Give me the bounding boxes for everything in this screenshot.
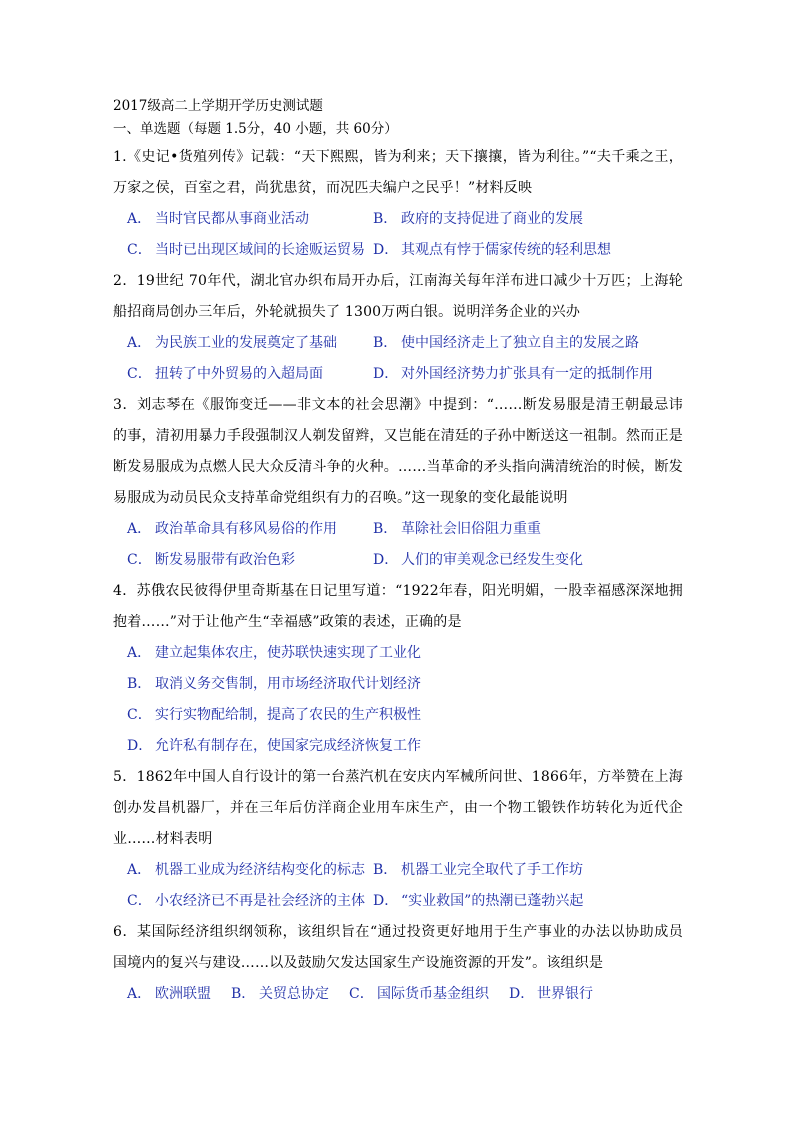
question-2 — [113, 266, 683, 390]
option-d[interactable] — [127, 731, 421, 762]
option-a[interactable] — [127, 204, 373, 235]
option-text: 当时官民都从事商业活动 — [155, 211, 309, 227]
option-text: 小农经济已不再是社会经济的主体 — [155, 893, 365, 909]
option-letter: D． — [373, 366, 399, 382]
option-letter: B． — [373, 211, 398, 227]
option-letter: A． — [127, 521, 152, 537]
option-text: 对外国经济势力扩张具有一定的抵制作用 — [401, 366, 653, 382]
option-letter: C． — [127, 242, 152, 258]
exam-page — [113, 96, 683, 1010]
option-a[interactable] — [127, 638, 421, 669]
option-letter: D． — [373, 242, 399, 258]
option-row — [113, 204, 683, 235]
exam-title: 2017级高二上学期开学历史测试题 — [113, 98, 323, 114]
option-row — [113, 886, 683, 917]
option-d[interactable] — [373, 359, 653, 390]
question-stem: 2．19世纪 70年代，湖北官办织布局开办后，江南海关每年洋布进口减少十万匹；上海轮船招商局创办三年后，外轮就损失了 1300万两白银。说明洋务企业的兴办 — [113, 273, 683, 320]
option-letter: D． — [509, 986, 535, 1002]
option-c[interactable] — [127, 359, 373, 390]
option-text: 人们的审美观念已经发生变化 — [401, 552, 583, 568]
question-stem: 6．某国际经济组织纲领称，该组织旨在“通过投资更好地用于生产事业的办法以协助成员国境内的复兴与建设……以及鼓励欠发达国家生产设施资源的开发”。该组织是 — [113, 924, 683, 971]
option-d[interactable] — [509, 979, 593, 1010]
option-row — [113, 979, 683, 1010]
option-row — [113, 328, 683, 359]
option-a[interactable] — [127, 514, 373, 545]
option-b[interactable] — [373, 328, 639, 359]
option-b[interactable] — [373, 855, 583, 886]
option-text: 为民族工业的发展奠定了基础 — [155, 335, 337, 351]
option-row — [113, 514, 683, 545]
option-text: 机器工业完全取代了手工作坊 — [401, 862, 583, 878]
option-a[interactable] — [127, 979, 211, 1010]
option-letter: A． — [127, 211, 152, 227]
option-letter: A． — [127, 862, 152, 878]
question-4 — [113, 576, 683, 762]
question-stem: 5．1862年中国人自行设计的第一台蒸汽机在安庆内军械所问世、1866年，方举赞在上海创办发昌机器厂，并在三年后仿洋商企业用车床生产，由一个物工锻铁作坊转化为近代企业……材料表明 — [113, 769, 683, 847]
option-letter: D． — [373, 893, 399, 909]
option-row — [113, 700, 683, 731]
option-letter: B． — [373, 521, 398, 537]
question-6 — [113, 917, 683, 1010]
option-text: 关贸总协定 — [259, 986, 329, 1002]
option-letter: D． — [127, 738, 153, 754]
option-b[interactable] — [231, 979, 329, 1010]
section-heading: 一、单选题（每题 1.5分，40 小题，共 60分） — [113, 121, 398, 137]
option-text: 使中国经济走上了独立自主的发展之路 — [401, 335, 639, 351]
option-c[interactable] — [349, 979, 489, 1010]
option-text: 机器工业成为经济结构变化的标志 — [155, 862, 365, 878]
option-letter: C． — [127, 552, 152, 568]
option-text: 取消义务交售制，用市场经济取代计划经济 — [155, 676, 421, 692]
option-text: 政府的支持促进了商业的发展 — [401, 211, 583, 227]
question-stem: 3．刘志琴在《服饰变迁——非文本的社会思潮》中提到：“……断发易服是清王朝最忌讳的事，清初用暴力手段强制汉人剃发留辫，又岂能在清廷的子孙中断送这一祖制。然而正是断发易服成为点燃人民大众反清斗争的火种。……当革命的矛头指向满清统治的时候，断发易服成为动员民众支持革命党组织有力的召唤。”这一现象的变化最能说明 — [113, 397, 683, 506]
option-letter: C． — [127, 893, 152, 909]
option-letter: A． — [127, 986, 152, 1002]
option-text: 政治革命具有移风易俗的作用 — [155, 521, 337, 537]
option-letter: A． — [127, 645, 152, 661]
option-text: 世界银行 — [537, 986, 593, 1002]
option-letter: D． — [373, 552, 399, 568]
option-row — [113, 638, 683, 669]
option-b[interactable] — [373, 204, 583, 235]
question-stem: 4．苏俄农民彼得伊里奇斯基在日记里写道：“1922年春，阳光明媚，一股幸福感深深地拥抱着……”对于让他产生“幸福感”政策的表述，正确的是 — [113, 583, 683, 630]
option-letter: B． — [231, 986, 256, 1002]
option-row — [113, 545, 683, 576]
option-text: 建立起集体农庄，使苏联快速实现了工业化 — [155, 645, 421, 661]
option-letter: B． — [127, 676, 152, 692]
option-c[interactable] — [127, 545, 373, 576]
option-c[interactable] — [127, 886, 373, 917]
option-row — [113, 669, 683, 700]
option-d[interactable] — [373, 886, 583, 917]
option-text: 扭转了中外贸易的入超局面 — [155, 366, 323, 382]
option-letter: A． — [127, 335, 152, 351]
option-c[interactable] — [127, 235, 373, 266]
option-text: 断发易服带有政治色彩 — [155, 552, 295, 568]
option-text: 革除社会旧俗阻力重重 — [401, 521, 541, 537]
option-text: 当时已出现区域间的长途贩运贸易 — [155, 242, 365, 258]
option-b[interactable] — [127, 669, 421, 700]
option-row — [113, 855, 683, 886]
question-stem: 1.《史记•货殖列传》记载：“天下熙熙，皆为利来；天下攘攘，皆为利往。”“夫千乘之王，万家之侯，百室之君，尚犹患贫，而况匹夫编户之民乎！”材料反映 — [113, 149, 683, 196]
question-5 — [113, 762, 683, 917]
option-text: 实行实物配给制，提高了农民的生产积极性 — [155, 707, 421, 723]
option-text: 国际货币基金组织 — [377, 986, 489, 1002]
option-b[interactable] — [373, 514, 541, 545]
option-letter: C． — [349, 986, 374, 1002]
option-text: 允许私有制存在，使国家完成经济恢复工作 — [155, 738, 421, 754]
option-row — [113, 359, 683, 390]
option-a[interactable] — [127, 855, 373, 886]
question-3 — [113, 390, 683, 576]
option-row — [113, 731, 683, 762]
option-c[interactable] — [127, 700, 421, 731]
option-letter: C． — [127, 707, 152, 723]
question-1 — [113, 142, 683, 266]
option-letter: B． — [373, 862, 398, 878]
option-row — [113, 235, 683, 266]
option-letter: C． — [127, 366, 152, 382]
option-a[interactable] — [127, 328, 373, 359]
option-text: 欧洲联盟 — [155, 986, 211, 1002]
option-d[interactable] — [373, 545, 583, 576]
option-d[interactable] — [373, 235, 611, 266]
option-letter: B． — [373, 335, 398, 351]
option-text: “实业救国”的热潮已蓬勃兴起 — [401, 893, 584, 909]
option-text: 其观点有悖于儒家传统的轻利思想 — [401, 242, 611, 258]
